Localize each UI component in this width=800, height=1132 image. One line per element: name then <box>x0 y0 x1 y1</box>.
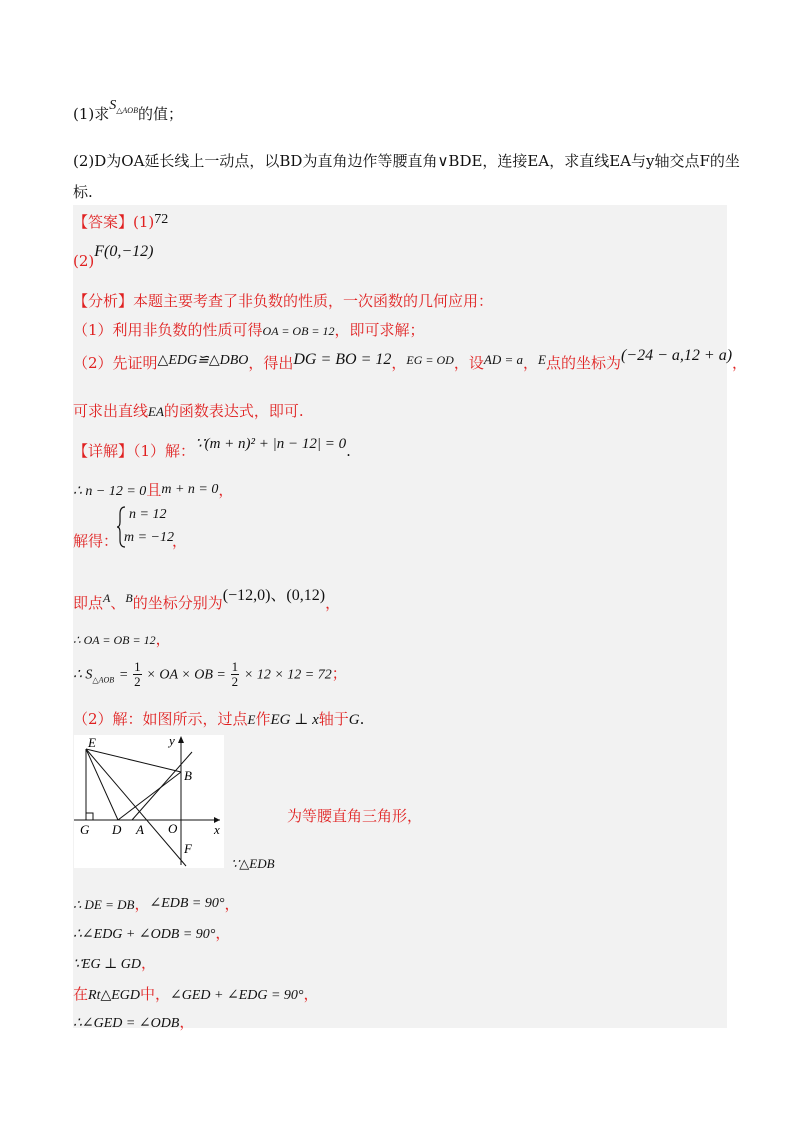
answer-line2 <box>73 242 154 270</box>
fraction-half-1 <box>133 660 142 689</box>
y-axis-arrow-icon <box>178 736 184 743</box>
answer-tag: 【答案】 <box>73 213 134 231</box>
detail-l2-a: ∴∠EDG + ∠ODB = 90° <box>73 927 216 942</box>
label-G: G <box>80 822 90 837</box>
detail-l2 <box>73 922 230 943</box>
detail-eq1-end: . <box>346 442 351 460</box>
detail-p2-g: G <box>348 712 360 728</box>
analysis-s2-math6: (−24 − a,12 + a) <box>620 347 733 364</box>
label-E: E <box>88 735 96 750</box>
answer-p2-label: (2) <box>73 252 95 270</box>
detail-isosceles: 为等腰直角三角形， <box>287 807 423 825</box>
detail-p2-c: 轴于 <box>318 710 349 728</box>
q1-suffix: 的值； <box>137 105 183 123</box>
analysis-step1 <box>73 319 425 340</box>
analysis-step2 <box>73 347 748 373</box>
detail-tag: 【详解】 <box>73 442 134 460</box>
analysis-s2-math5: E <box>538 352 546 367</box>
detail-area-eq: = <box>118 667 129 683</box>
detail-p2: （2）解：如图所示，过点 <box>73 710 248 728</box>
detail-oa-line <box>73 628 171 649</box>
segment-EF <box>86 749 186 866</box>
segment-EB <box>86 749 181 772</box>
q1-s: S <box>109 98 117 113</box>
question-2-line1: (2)D为OA延长线上一动点，以BD为直角边作等腰直角∨BDE，连接EA，求直线EA与y轴交点F的坐 <box>73 152 740 170</box>
detail-l4-m2: ∠GED + ∠EDG = 90° <box>170 988 304 1003</box>
detail-eq2-end: ， <box>218 481 234 499</box>
detail-pts-b-point: B <box>125 591 133 605</box>
label-A: A <box>136 822 144 837</box>
analysis-s2-math2: DG = BO = 12 <box>293 351 392 368</box>
detail-solve-label: 解得： <box>73 532 119 550</box>
detail-p2-b: 作 <box>255 710 271 728</box>
frac2-den: 2 <box>231 674 239 689</box>
detail-pts-coords: (−12,0)、(0,12) <box>222 587 326 604</box>
label-D: D <box>112 822 122 837</box>
analysis-s2-c: ， <box>391 354 407 372</box>
detail-l3-a: ∵EG ⊥ GD <box>73 957 141 972</box>
geometry-diagram <box>74 735 224 868</box>
detail-l1-a: ∴ DE = DB <box>73 897 135 912</box>
detail-line1 <box>73 436 351 461</box>
question-1 <box>73 98 183 125</box>
detail-pts-a: 即点 <box>73 594 104 612</box>
detail-pts-a-point: A <box>103 591 111 605</box>
detail-l1-b: ， <box>134 895 150 913</box>
detail-area-line <box>73 660 347 689</box>
answer-p1-value: 72 <box>154 212 169 227</box>
detail-l4-b: 中， <box>140 985 171 1003</box>
frac2-num: 1 <box>231 659 239 674</box>
analysis-s1-a: （1）利用非负数的性质可得 <box>73 321 263 339</box>
detail-l1-c: ∠EDB = 90° <box>149 896 225 911</box>
frac1-num: 1 <box>134 659 141 674</box>
analysis-s2-math4: AD = a <box>483 352 523 367</box>
detail-l1-end: ， <box>224 895 240 913</box>
label-x: x <box>214 822 220 837</box>
detail-eq2: ∴ n − 12 = 0 <box>73 484 147 499</box>
answer-p1-label: (1) <box>133 213 155 231</box>
detail-l3 <box>73 952 156 973</box>
detail-triangle: ∵△EDB <box>231 856 275 871</box>
detail-l5-end: ， <box>179 1013 195 1031</box>
analysis-step3 <box>73 400 304 421</box>
q1-sub: △AOB <box>116 105 138 115</box>
question-2-line2: 标. <box>73 183 93 201</box>
detail-p2-e: E <box>247 712 256 727</box>
detail-l4-end: ， <box>303 985 319 1003</box>
detail-l4 <box>73 983 319 1004</box>
answer-line1 <box>73 211 168 232</box>
detail-p2-perp: EG ⊥ x <box>270 712 319 728</box>
analysis-s2-g: ， <box>732 354 748 372</box>
detail-l5-a: ∴∠GED = ∠ODB <box>73 1016 180 1031</box>
detail-oa-end: ， <box>155 630 171 648</box>
analysis-s2-e: ， <box>522 354 538 372</box>
detail-area-mid2: × 12 × 12 = 72 <box>243 667 332 683</box>
detail-p1: （1）解： <box>133 442 196 460</box>
analysis-s2-d: ，设 <box>453 354 484 372</box>
detail-l4-m1: Rt△EGD <box>88 988 140 1003</box>
q1-prefix: (1)求 <box>73 105 110 123</box>
analysis-s2-math3: EG = OD <box>406 353 454 367</box>
detail-area-sub: △AOB <box>92 675 115 685</box>
label-O: O <box>168 821 178 836</box>
geometry-figure <box>74 735 224 868</box>
detail-eq2-mid: 且 <box>146 481 162 499</box>
detail-eq1: ∵(m + n)² + |n − 12| = 0 <box>195 436 347 452</box>
analysis-tag: 【分析】 <box>73 292 134 310</box>
detail-sys1: n = 12 <box>129 507 167 522</box>
detail-area-end: ； <box>331 664 347 683</box>
detail-line2 <box>73 479 233 500</box>
analysis-intro-text: 本题主要考查了非负数的性质，一次函数的几何应用： <box>133 292 494 310</box>
detail-part2-line <box>73 708 364 729</box>
analysis-s2-f: 点的坐标为 <box>545 354 621 372</box>
detail-pts-end: ， <box>325 594 341 612</box>
detail-l3-end: ， <box>140 954 156 972</box>
fraction-half-2 <box>231 660 240 689</box>
analysis-intro <box>73 290 493 311</box>
detail-oa: ∴ OA = OB = 12 <box>73 633 156 647</box>
label-B: B <box>184 768 192 783</box>
analysis-s2-math1: △EDG≌△DBO <box>157 353 249 368</box>
segment-DB <box>118 772 181 820</box>
detail-l4-a: 在 <box>73 985 89 1003</box>
analysis-s3-b: 的函数表达式，即可. <box>163 402 304 420</box>
analysis-s2-a: （2）先证明 <box>73 354 158 372</box>
detail-area-mid1: × OA × OB = <box>146 667 226 683</box>
detail-l2-end: ， <box>215 924 231 942</box>
detail-sys-end: ， <box>172 532 188 550</box>
detail-p2-end: . <box>359 710 365 728</box>
analysis-s3-a: 可求出直线 <box>73 402 149 420</box>
q1-math <box>109 98 138 113</box>
detail-area-pre: ∴ S <box>73 667 93 683</box>
right-angle-mark <box>86 813 93 820</box>
label-F: F <box>184 841 192 856</box>
detail-l5 <box>73 1011 194 1032</box>
segment-ED <box>86 749 118 820</box>
analysis-s1-math: OA = OB = 12 <box>262 324 335 338</box>
frac1-den: 2 <box>134 674 141 689</box>
label-y: y <box>169 735 175 748</box>
detail-sys2: m = −12 <box>124 530 175 545</box>
analysis-s2-b: ，得出 <box>248 354 294 372</box>
detail-l1 <box>73 893 239 914</box>
analysis-s3-math: EA <box>148 404 164 419</box>
detail-pts-b: 的坐标分别为 <box>132 594 223 612</box>
answer-p2-value: F(0,−12) <box>94 243 154 260</box>
detail-pts-sep: 、 <box>110 594 126 612</box>
detail-points-line <box>73 587 341 613</box>
detail-eq2-b: m + n = 0 <box>161 482 219 497</box>
analysis-s1-b: ，即可求解； <box>334 321 425 339</box>
